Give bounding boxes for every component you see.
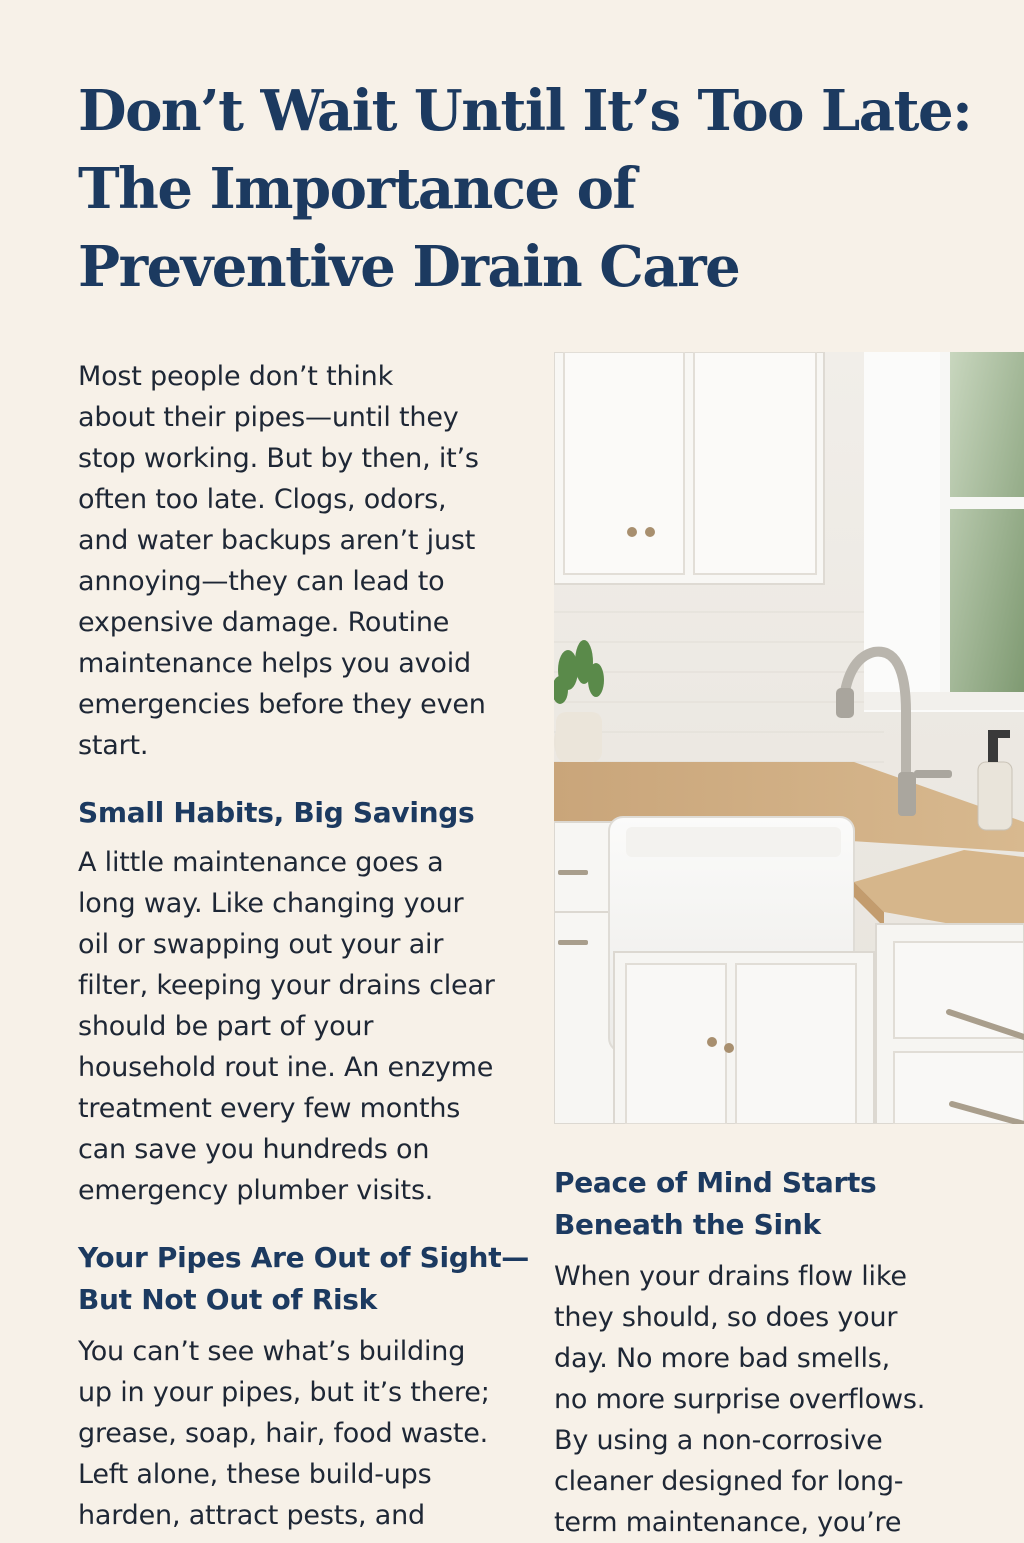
text-line: cleaner designed for long-: [554, 1466, 904, 1497]
text-line: By using a non-corrosive: [554, 1425, 883, 1456]
section-body-pipes-risk: [78, 1331, 528, 1536]
text-line: term maintenance, you’re: [554, 1507, 902, 1538]
title-line: Preventive Drain Care: [78, 234, 740, 300]
section-heading-pipes-risk: [78, 1237, 528, 1321]
text-line: emergency plumber visits.: [78, 1175, 434, 1206]
section-heading-small-habits: [78, 792, 528, 834]
text-line: annoying—they can lead to: [78, 566, 445, 597]
heading-line: Small Habits, Big Savings: [78, 796, 475, 829]
text-line: stop working. But by then, it’s: [78, 443, 479, 474]
text-line: maintenance helps you avoid: [78, 648, 471, 679]
text-line: A little maintenance goes a: [78, 847, 444, 878]
text-line: often too late. Clogs, odors,: [78, 484, 447, 515]
text-line: When your drains flow like: [554, 1261, 907, 1292]
title-line: The Importance of: [78, 156, 636, 222]
heading-line: But Not Out of Risk: [78, 1283, 377, 1316]
intro-paragraph: [78, 356, 528, 766]
section-heading-peace-of-mind: [554, 1162, 994, 1246]
text-line: oil or swapping out your air: [78, 929, 444, 960]
heading-line: Beneath the Sink: [554, 1208, 821, 1241]
text-line: Left alone, these build-ups: [78, 1459, 432, 1490]
title-line: Don’t Wait Until It’s Too Late:: [78, 78, 972, 144]
section-body-small-habits: [78, 842, 528, 1211]
text-line: long way. Like changing your: [78, 888, 464, 919]
section-body-peace-of-mind: [554, 1256, 994, 1543]
text-line: up in your pipes, but it’s there;: [78, 1377, 490, 1408]
article-title: [78, 72, 978, 306]
right-column: [554, 1162, 994, 1543]
heading-line: Your Pipes Are Out of Sight—: [78, 1241, 529, 1274]
text-line: household rout ine. An enzyme: [78, 1052, 494, 1083]
text-line: no more surprise overflows.: [554, 1384, 926, 1415]
text-line: should be part of your: [78, 1011, 374, 1042]
text-line: and water backups aren’t just: [78, 525, 476, 556]
text-line: filter, keeping your drains clear: [78, 970, 495, 1001]
text-line: about their pipes—until they: [78, 402, 459, 433]
text-line: expensive damage. Routine: [78, 607, 450, 638]
text-line: harden, attract pests, and: [78, 1500, 425, 1531]
text-line: Most people don’t think: [78, 361, 394, 392]
text-line: emergencies before they even: [78, 689, 486, 720]
text-line: they should, so does your: [554, 1302, 898, 1333]
text-line: day. No more bad smells,: [554, 1343, 891, 1374]
text-line: grease, soap, hair, food waste.: [78, 1418, 489, 1449]
text-line: start.: [78, 730, 149, 761]
left-column: [78, 356, 528, 1536]
heading-line: Peace of Mind Starts: [554, 1166, 877, 1199]
kitchen-sink-photo: [554, 352, 1024, 1124]
text-line: You can’t see what’s building: [78, 1336, 466, 1367]
text-line: treatment every few months: [78, 1093, 461, 1124]
text-line: can save you hundreds on: [78, 1134, 430, 1165]
